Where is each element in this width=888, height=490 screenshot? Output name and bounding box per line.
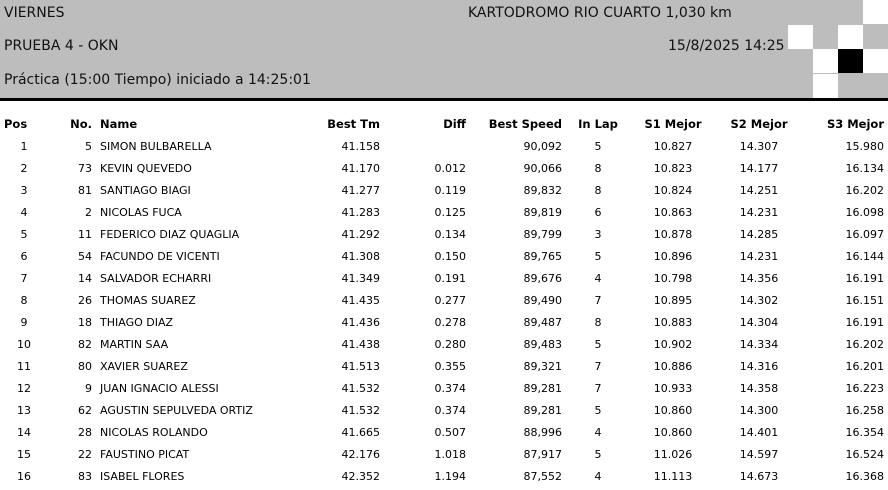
- cell-in-lap: 4: [594, 469, 602, 483]
- cell-name: SIMON BULBARELLA: [100, 139, 212, 153]
- col-header-no: No.: [70, 117, 92, 131]
- cell-s1: 11.026: [653, 447, 693, 461]
- cell-best-speed: 87,917: [523, 447, 562, 461]
- cell-s3: 16.201: [845, 359, 884, 373]
- cell-no: 54: [78, 249, 92, 263]
- table-row: [0, 245, 888, 267]
- cell-s3: 16.524: [845, 447, 884, 461]
- cell-s1: 10.863: [653, 205, 693, 219]
- day-label: VIERNES: [4, 5, 65, 21]
- cell-best-tm: 41.277: [341, 183, 380, 197]
- cell-pos: 10: [17, 337, 31, 351]
- track-name: KARTODROMO RIO CUARTO 1,030 km: [468, 5, 732, 21]
- cell-diff: 0.125: [434, 205, 466, 219]
- cell-s3: 16.097: [845, 227, 884, 241]
- cell-s2: 14.358: [739, 381, 779, 395]
- cell-diff: [384, 135, 470, 157]
- table-row: [0, 399, 888, 421]
- cell-s3: 16.223: [845, 381, 884, 395]
- col-header-name: Name: [100, 117, 138, 131]
- cell-s3: 16.202: [845, 337, 884, 351]
- cell-best-speed: 87,552: [523, 469, 562, 483]
- table-row: [0, 267, 888, 289]
- cell-no: 73: [78, 161, 92, 175]
- cell-in-lap: 8: [594, 183, 602, 197]
- cell-diff: 1.018: [434, 447, 466, 461]
- cell-best-speed: 89,819: [523, 205, 562, 219]
- cell-diff: 0.150: [434, 249, 466, 263]
- cell-pos: 11: [17, 359, 31, 373]
- cell-best-speed: 89,483: [523, 337, 562, 351]
- cell-diff: 0.012: [434, 161, 466, 175]
- cell-name: MARTIN SAA: [100, 337, 169, 351]
- table-row: [0, 443, 888, 465]
- session-datetime: 15/8/2025 14:25: [668, 38, 785, 54]
- cell-best-tm: 42.176: [341, 447, 380, 461]
- cell-s1: 10.823: [653, 161, 693, 175]
- cell-best-tm: 41.158: [341, 139, 380, 153]
- cell-s1: 10.824: [653, 183, 693, 197]
- cell-name: FAUSTINO PICAT: [100, 447, 190, 461]
- cell-name: THIAGO DIAZ: [100, 315, 174, 329]
- cell-diff: 0.119: [434, 183, 466, 197]
- cell-s2: 14.597: [739, 447, 779, 461]
- cell-diff: 0.280: [434, 337, 466, 351]
- cell-best-tm: 41.513: [341, 359, 380, 373]
- cell-s1: 11.113: [653, 469, 693, 483]
- cell-s3: 16.191: [845, 315, 884, 329]
- cell-s2: 14.307: [739, 139, 779, 153]
- cell-s1: 10.883: [653, 315, 693, 329]
- cell-s2: 14.302: [739, 293, 779, 307]
- cell-s3: 15.980: [845, 139, 884, 153]
- cell-name: SANTIAGO BIAGI: [100, 183, 191, 197]
- cell-pos: 15: [17, 447, 31, 461]
- col-header-pos: Pos: [4, 117, 28, 131]
- cell-s2: 14.334: [739, 337, 779, 351]
- cell-s2: 14.300: [739, 403, 779, 417]
- cell-name: XAVIER SUAREZ: [100, 359, 188, 373]
- cell-s2: 14.401: [739, 425, 779, 439]
- cell-no: 9: [85, 381, 92, 395]
- cell-name: KEVIN QUEVEDO: [100, 161, 192, 175]
- cell-pos: 7: [20, 271, 28, 285]
- cell-name: SALVADOR ECHARRI: [100, 271, 212, 285]
- cell-best-tm: 41.665: [341, 425, 380, 439]
- cell-s3: 16.134: [845, 161, 884, 175]
- cell-s2: 14.231: [739, 249, 779, 263]
- cell-s1: 10.878: [653, 227, 693, 241]
- cell-s1: 10.798: [653, 271, 693, 285]
- session-header: [0, 0, 888, 101]
- cell-best-tm: 41.532: [341, 403, 380, 417]
- cell-s3: 16.368: [845, 469, 884, 483]
- cell-in-lap: 6: [594, 205, 602, 219]
- cell-pos: 1: [20, 139, 28, 153]
- cell-in-lap: 5: [594, 337, 602, 351]
- cell-best-speed: 90,092: [523, 139, 562, 153]
- cell-best-tm: 41.308: [341, 249, 380, 263]
- cell-pos: 13: [17, 403, 31, 417]
- table-row: [0, 465, 888, 487]
- cell-no: 83: [78, 469, 92, 483]
- table-row: [0, 179, 888, 201]
- cell-name: NICOLAS FUCA: [100, 205, 182, 219]
- cell-best-speed: 89,281: [523, 403, 562, 417]
- cell-diff: 1.194: [434, 469, 466, 483]
- cell-in-lap: 8: [594, 315, 602, 329]
- cell-s1: 10.860: [653, 425, 693, 439]
- cell-s2: 14.673: [739, 469, 779, 483]
- cell-name: FACUNDO DE VICENTI: [100, 249, 220, 263]
- cell-no: 81: [78, 183, 92, 197]
- cell-best-speed: 89,281: [523, 381, 562, 395]
- cell-s2: 14.251: [739, 183, 779, 197]
- cell-no: 28: [78, 425, 92, 439]
- col-header-diff: Diff: [443, 117, 466, 131]
- cell-name: THOMAS SUAREZ: [100, 293, 196, 307]
- table-row: [0, 223, 888, 245]
- cell-in-lap: 7: [594, 359, 602, 373]
- cell-diff: 0.277: [434, 293, 466, 307]
- cell-no: 14: [78, 271, 92, 285]
- table-row: [0, 355, 888, 377]
- cell-no: 18: [78, 315, 92, 329]
- cell-best-tm: 41.435: [341, 293, 380, 307]
- cell-best-speed: 89,676: [523, 271, 562, 285]
- cell-pos: 16: [17, 469, 31, 483]
- cell-in-lap: 5: [594, 249, 602, 263]
- cell-pos: 12: [17, 381, 31, 395]
- cell-no: 2: [85, 205, 92, 219]
- table-row: [0, 157, 888, 179]
- practice-info: Práctica (15:00 Tiempo) iniciado a 14:25:01: [4, 72, 311, 88]
- cell-s2: 14.231: [739, 205, 779, 219]
- cell-s3: 16.354: [845, 425, 884, 439]
- cell-diff: 0.134: [434, 227, 466, 241]
- cell-pos: 2: [20, 161, 28, 175]
- cell-s2: 14.177: [739, 161, 779, 175]
- cell-s2: 14.285: [739, 227, 779, 241]
- cell-best-speed: 89,832: [523, 183, 562, 197]
- table-row: [0, 201, 888, 223]
- cell-best-speed: 89,490: [523, 293, 562, 307]
- cell-in-lap: 8: [594, 161, 602, 175]
- cell-diff: 0.374: [434, 403, 466, 417]
- cell-s2: 14.304: [739, 315, 779, 329]
- table-header-row: [0, 113, 888, 135]
- cell-s3: 16.098: [845, 205, 884, 219]
- cell-s2: 14.316: [739, 359, 779, 373]
- cell-diff: 0.507: [434, 425, 466, 439]
- results-table: [0, 113, 888, 487]
- cell-name: FEDERICO DIAZ QUAGLIA: [100, 227, 240, 241]
- cell-pos: 3: [20, 183, 28, 197]
- cell-best-tm: 41.292: [341, 227, 380, 241]
- cell-in-lap: 5: [594, 403, 602, 417]
- cell-pos: 6: [20, 249, 28, 263]
- cell-no: 82: [78, 337, 92, 351]
- cell-best-speed: 89,765: [523, 249, 562, 263]
- cell-s1: 10.896: [653, 249, 693, 263]
- col-header-s1: S1 Mejor: [644, 117, 702, 131]
- col-header-s3: S3 Mejor: [826, 117, 884, 131]
- cell-best-speed: 88,996: [523, 425, 562, 439]
- cell-in-lap: 7: [594, 293, 602, 307]
- cell-best-tm: 41.349: [341, 271, 380, 285]
- cell-in-lap: 7: [594, 381, 602, 395]
- session-name: PRUEBA 4 - OKN: [4, 38, 119, 54]
- col-header-best-speed: Best Speed: [488, 117, 562, 131]
- cell-diff: 0.191: [434, 271, 466, 285]
- cell-in-lap: 5: [594, 139, 602, 153]
- cell-no: 5: [85, 139, 92, 153]
- cell-s2: 14.356: [739, 271, 779, 285]
- cell-s1: 10.902: [653, 337, 693, 351]
- cell-name: JUAN IGNACIO ALESSI: [100, 381, 219, 395]
- table-row: [0, 421, 888, 443]
- cell-s3: 16.144: [845, 249, 884, 263]
- cell-pos: 8: [20, 293, 28, 307]
- cell-s3: 16.202: [845, 183, 884, 197]
- table-row: [0, 333, 888, 355]
- cell-s1: 10.895: [653, 293, 693, 307]
- cell-s3: 16.191: [845, 271, 884, 285]
- cell-diff: 0.374: [434, 381, 466, 395]
- cell-no: 11: [78, 227, 92, 241]
- cell-best-speed: 89,487: [523, 315, 562, 329]
- table-row: [0, 135, 888, 157]
- cell-in-lap: 5: [594, 447, 602, 461]
- cell-in-lap: 4: [594, 425, 602, 439]
- cell-in-lap: 3: [594, 227, 602, 241]
- cell-no: 26: [78, 293, 92, 307]
- cell-name: AGUSTIN SEPULVEDA ORTIZ: [100, 403, 253, 417]
- table-row: [0, 377, 888, 399]
- cell-name: NICOLAS ROLANDO: [100, 425, 208, 439]
- cell-s1: 10.886: [653, 359, 693, 373]
- cell-best-speed: 89,799: [523, 227, 562, 241]
- cell-pos: 4: [20, 205, 28, 219]
- cell-no: 22: [78, 447, 92, 461]
- cell-s1: 10.827: [653, 139, 693, 153]
- cell-diff: 0.355: [434, 359, 466, 373]
- cell-best-tm: 41.283: [341, 205, 380, 219]
- table-row: [0, 289, 888, 311]
- cell-best-tm: 41.438: [341, 337, 380, 351]
- cell-best-tm: 41.532: [341, 381, 380, 395]
- cell-pos: 5: [20, 227, 28, 241]
- cell-s3: 16.258: [845, 403, 884, 417]
- cell-best-tm: 41.170: [341, 161, 380, 175]
- cell-no: 80: [78, 359, 92, 373]
- table-row: [0, 311, 888, 333]
- cell-s3: 16.151: [845, 293, 884, 307]
- cell-best-tm: 41.436: [341, 315, 380, 329]
- cell-pos: 14: [17, 425, 31, 439]
- cell-no: 62: [78, 403, 92, 417]
- cell-s1: 10.933: [653, 381, 693, 395]
- col-header-best-tm: Best Tm: [327, 117, 380, 131]
- col-header-in-lap: In Lap: [578, 117, 618, 131]
- cell-in-lap: 4: [594, 271, 602, 285]
- cell-best-speed: 89,321: [523, 359, 562, 373]
- cell-best-speed: 90,066: [523, 161, 562, 175]
- cell-s1: 10.860: [653, 403, 693, 417]
- cell-name: ISABEL FLORES: [100, 469, 185, 483]
- cell-pos: 9: [20, 315, 28, 329]
- cell-best-tm: 42.352: [341, 469, 380, 483]
- col-header-s2: S2 Mejor: [730, 117, 788, 131]
- cell-diff: 0.278: [434, 315, 466, 329]
